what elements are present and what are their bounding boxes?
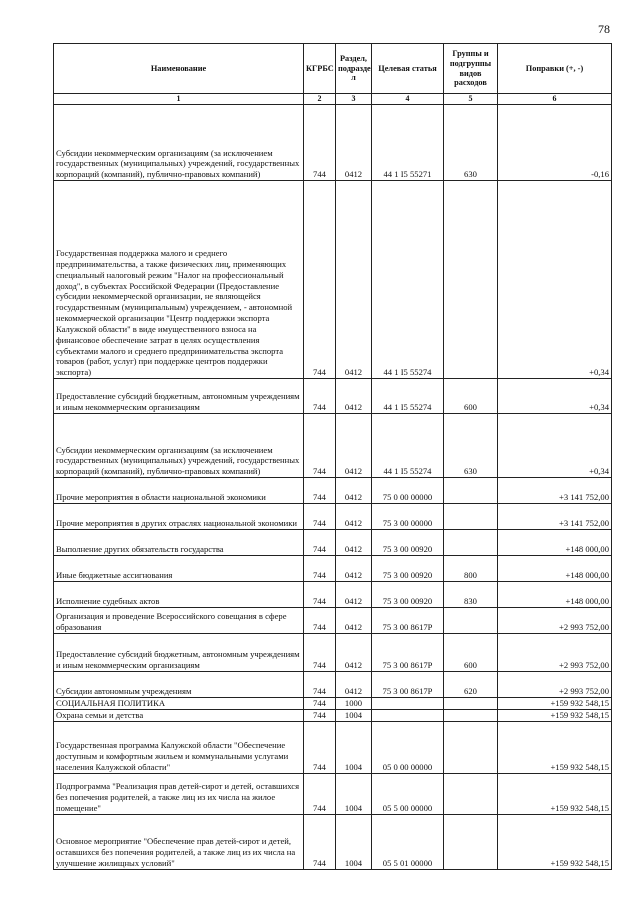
row-amount: +159 932 548,15 <box>498 814 612 869</box>
row-name: Государственная программа Калужской области "Обеспечение доступным и комфортным жильем и коммунальными услугами населения Калужской области" <box>54 721 304 773</box>
row-amount: +159 932 548,15 <box>498 721 612 773</box>
row-amount: +2 993 752,00 <box>498 608 612 634</box>
table-row <box>54 634 612 672</box>
table-row <box>54 414 612 478</box>
row-section: 0412 <box>336 582 372 608</box>
row-kgrbs: 744 <box>304 672 336 698</box>
table-row <box>54 709 612 721</box>
table-row <box>54 582 612 608</box>
row-kgrbs: 744 <box>304 582 336 608</box>
table-row <box>54 181 612 379</box>
header-name: Наименование <box>54 44 304 94</box>
column-number: 6 <box>498 94 612 105</box>
row-target: 75 3 00 00920 <box>372 530 444 556</box>
header-target: Целевая статья <box>372 44 444 94</box>
row-name: Исполнение судебных актов <box>54 582 304 608</box>
row-target: 05 0 00 00000 <box>372 721 444 773</box>
row-amount: +3 141 752,00 <box>498 504 612 530</box>
header-groups: Группы и подгруппы видов расходов <box>444 44 498 94</box>
row-group <box>444 814 498 869</box>
column-number-row <box>54 94 612 105</box>
row-target: 75 3 00 00920 <box>372 582 444 608</box>
row-name: Выполнение других обязательств государства <box>54 530 304 556</box>
row-kgrbs: 744 <box>304 773 336 814</box>
column-number: 4 <box>372 94 444 105</box>
row-kgrbs: 744 <box>304 181 336 379</box>
table-row <box>54 530 612 556</box>
row-target: 44 1 I5 55274 <box>372 181 444 379</box>
column-number: 1 <box>54 94 304 105</box>
row-amount: +0,34 <box>498 181 612 379</box>
row-amount: +2 993 752,00 <box>498 634 612 672</box>
row-group: 600 <box>444 634 498 672</box>
row-kgrbs: 744 <box>304 698 336 710</box>
row-kgrbs: 744 <box>304 414 336 478</box>
row-target <box>372 709 444 721</box>
row-group <box>444 773 498 814</box>
row-kgrbs: 744 <box>304 530 336 556</box>
row-section: 0412 <box>336 105 372 181</box>
column-number: 5 <box>444 94 498 105</box>
row-kgrbs: 744 <box>304 608 336 634</box>
row-section: 1004 <box>336 721 372 773</box>
row-amount: +159 932 548,15 <box>498 698 612 710</box>
row-kgrbs: 744 <box>304 105 336 181</box>
row-target: 75 3 00 00000 <box>372 504 444 530</box>
table-row <box>54 814 612 869</box>
table-row <box>54 608 612 634</box>
table-row <box>54 698 612 710</box>
row-group <box>444 181 498 379</box>
column-number: 3 <box>336 94 372 105</box>
row-group <box>444 709 498 721</box>
row-kgrbs: 744 <box>304 721 336 773</box>
header-row <box>54 44 612 94</box>
table-row <box>54 773 612 814</box>
row-name: Субсидии автономным учреждениям <box>54 672 304 698</box>
row-amount: +148 000,00 <box>498 582 612 608</box>
row-amount: +2 993 752,00 <box>498 672 612 698</box>
row-group: 620 <box>444 672 498 698</box>
row-target <box>372 698 444 710</box>
row-section: 0412 <box>336 530 372 556</box>
row-kgrbs: 744 <box>304 556 336 582</box>
row-target: 05 5 01 00000 <box>372 814 444 869</box>
page-number: 78 <box>598 22 610 36</box>
column-number: 2 <box>304 94 336 105</box>
table-row <box>54 721 612 773</box>
budget-amendments-table <box>53 43 612 870</box>
row-group <box>444 478 498 504</box>
row-kgrbs: 744 <box>304 504 336 530</box>
row-name: Предоставление субсидий бюджетным, автономным учреждениям и иным некоммерческим организациям <box>54 634 304 672</box>
row-amount: +148 000,00 <box>498 556 612 582</box>
table-row <box>54 379 612 414</box>
row-section: 0412 <box>336 634 372 672</box>
row-amount: +0,34 <box>498 379 612 414</box>
header-kgrbs: КГРБС <box>304 44 336 94</box>
row-section: 0412 <box>336 478 372 504</box>
row-section: 0412 <box>336 556 372 582</box>
row-group: 600 <box>444 379 498 414</box>
row-group <box>444 504 498 530</box>
row-kgrbs: 744 <box>304 709 336 721</box>
row-section: 0412 <box>336 414 372 478</box>
row-section: 0412 <box>336 181 372 379</box>
row-target: 75 3 00 8617P <box>372 608 444 634</box>
row-name: Субсидии некоммерческим организациям (за исключением государственных (муниципальных) учреждений, государственных корпораций (компаний), публично-правовых компаний) <box>54 105 304 181</box>
row-target: 44 1 I5 55274 <box>372 379 444 414</box>
row-name: СОЦИАЛЬНАЯ ПОЛИТИКА <box>54 698 304 710</box>
header-amendments: Поправки (+, -) <box>498 44 612 94</box>
row-section: 1004 <box>336 773 372 814</box>
row-name: Прочие мероприятия в других отраслях национальной экономики <box>54 504 304 530</box>
row-target: 75 0 00 00000 <box>372 478 444 504</box>
row-kgrbs: 744 <box>304 379 336 414</box>
row-section: 0412 <box>336 379 372 414</box>
row-group <box>444 608 498 634</box>
row-amount: -0,16 <box>498 105 612 181</box>
row-name: Иные бюджетные ассигнования <box>54 556 304 582</box>
row-name: Прочие мероприятия в области национальной экономики <box>54 478 304 504</box>
row-amount: +0,34 <box>498 414 612 478</box>
row-section: 1004 <box>336 814 372 869</box>
row-amount: +159 932 548,15 <box>498 709 612 721</box>
row-name: Основное мероприятие "Обеспечение прав детей-сирот и детей, оставшихся без попечения родителей, а также лиц из их числа на улучшение жилищных условий" <box>54 814 304 869</box>
row-name: Охрана семьи и детства <box>54 709 304 721</box>
row-kgrbs: 744 <box>304 814 336 869</box>
row-section: 0412 <box>336 504 372 530</box>
row-target: 75 3 00 8617P <box>372 672 444 698</box>
row-amount: +3 141 752,00 <box>498 478 612 504</box>
row-target: 05 5 00 00000 <box>372 773 444 814</box>
row-group <box>444 530 498 556</box>
row-group <box>444 721 498 773</box>
row-group: 800 <box>444 556 498 582</box>
table-row <box>54 672 612 698</box>
table-row <box>54 504 612 530</box>
row-name: Подпрограмма "Реализация прав детей-сирот и детей, оставшихся без попечения родителей, а также лиц из их числа на жилое помещение" <box>54 773 304 814</box>
row-section: 0412 <box>336 672 372 698</box>
row-section: 1000 <box>336 698 372 710</box>
row-name: Предоставление субсидий бюджетным, автономным учреждениям и иным некоммерческим организациям <box>54 379 304 414</box>
row-name: Субсидии некоммерческим организациям (за исключением государственных (муниципальных) учреждений, государственных корпораций (компаний), публично-правовых компаний) <box>54 414 304 478</box>
row-amount: +148 000,00 <box>498 530 612 556</box>
row-kgrbs: 744 <box>304 634 336 672</box>
row-group: 830 <box>444 582 498 608</box>
row-name: Государственная поддержка малого и среднего предпринимательства, а также физических лиц, применяющих специальный налоговый режим "Налог на профессиональный доход", в субъектах Российской Федерации (Предоставление субсидии некоммерческой организации, не являющейся государственным (муниципальным) учреждением, - автономной некоммерческой организации "Центр поддержки экспорта Калужской области" в виде имущественного взноса на финансовое обеспечение затрат в целях осуществления субъектами малого и среднего предпринимательства экспорта товаров (работ, услуг) при поддержке центров поддержки экспорта) <box>54 181 304 379</box>
row-section: 1004 <box>336 709 372 721</box>
table-row <box>54 556 612 582</box>
row-target: 44 1 I5 55271 <box>372 105 444 181</box>
row-group <box>444 698 498 710</box>
row-group: 630 <box>444 105 498 181</box>
header-section: Раздел, подразде л <box>336 44 372 94</box>
row-group: 630 <box>444 414 498 478</box>
row-kgrbs: 744 <box>304 478 336 504</box>
row-amount: +159 932 548,15 <box>498 773 612 814</box>
row-target: 75 3 00 00920 <box>372 556 444 582</box>
row-target: 44 1 I5 55274 <box>372 414 444 478</box>
row-section: 0412 <box>336 608 372 634</box>
row-name: Организация и проведение Всероссийского совещания в сфере образования <box>54 608 304 634</box>
table-row <box>54 478 612 504</box>
row-target: 75 3 00 8617P <box>372 634 444 672</box>
table-row <box>54 105 612 181</box>
